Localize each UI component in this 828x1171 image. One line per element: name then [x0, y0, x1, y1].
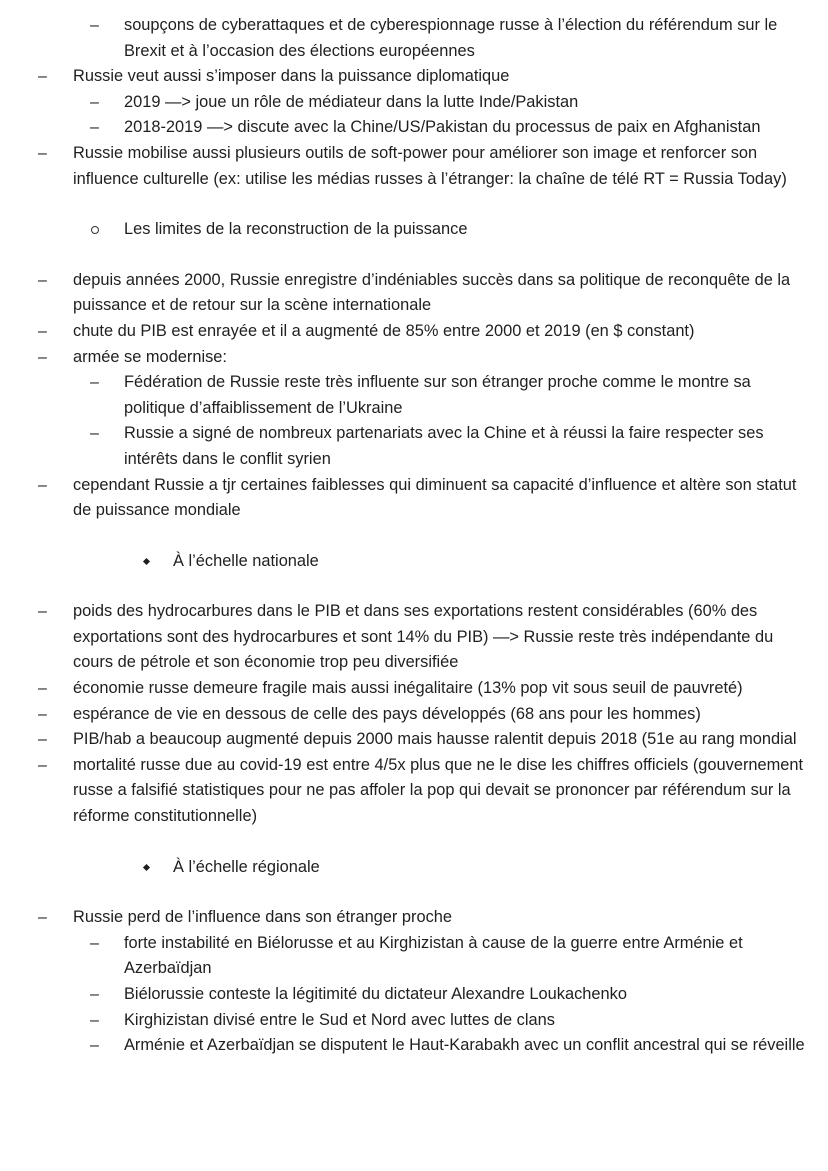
section-heading-text: Les limites de la reconstruction de la puissance	[124, 220, 468, 239]
sub-list-item	[0, 115, 828, 141]
dash-bullet-icon: –	[90, 119, 99, 137]
list-item-text: 2019 —> joue un rôle de médiateur dans la lutte Inde/Pakistan	[124, 92, 579, 111]
list-item	[0, 345, 828, 371]
list-item-text: Russie perd de l’influence dans son étranger proche	[73, 908, 453, 927]
list-item-text: espérance de vie en dessous de celle des pays développés (68 ans pour les hommes)	[73, 704, 701, 723]
list-item-text: Russie veut aussi s’imposer dans la puissance diplomatique	[73, 67, 510, 86]
sub-list-item	[0, 421, 828, 472]
list-item	[0, 905, 828, 931]
sub-list-item	[0, 1033, 828, 1059]
dash-bullet-icon: –	[38, 322, 47, 340]
subsection-heading-text: À l’échelle régionale	[173, 857, 320, 876]
list-item	[0, 676, 828, 702]
dash-bullet-icon: –	[90, 986, 99, 1003]
list-item	[0, 599, 828, 676]
list-item	[0, 473, 828, 524]
list-item-text: Russie mobilise aussi plusieurs outils de soft-power pour améliorer son image et renforcer son influence culturelle (ex: utilise les médias russes à l’étranger: la chaîne de télé RT = Russia Today)	[73, 143, 787, 188]
dash-bullet-icon: –	[38, 603, 47, 621]
list-item-text: Russie a signé de nombreux partenariats avec la Chine et à réussi la faire respecter ses intérêts dans le conflit syrien	[124, 424, 764, 468]
list-item	[0, 268, 828, 319]
diamond-bullet-icon	[143, 558, 150, 565]
subsection-heading-nationale	[0, 549, 828, 575]
list-item-text: Fédération de Russie reste très influente sur son étranger proche comme le montre sa politique d’affaiblissement de l’Ukraine	[124, 373, 751, 417]
sub-list-item	[0, 370, 828, 421]
dash-bullet-icon: –	[38, 348, 47, 366]
subsection-heading-text: À l’échelle nationale	[173, 551, 319, 570]
list-item-text: mortalité russe due au covid-19 est entre 4/5x plus que ne le dise les chiffres officiels (gouvernement russe a falsifié statistiques pour ne pas affoler la pop qui devait se prononcer par référendum sur la réforme constitutionnelle)	[73, 755, 804, 826]
dash-bullet-icon: –	[38, 68, 47, 86]
list-item-text: depuis années 2000, Russie enregistre d’indéniables succès dans sa politique de reconquête de la puissance et de retour sur la scène internationale	[73, 270, 791, 315]
document-body	[0, 13, 828, 1059]
list-item-text: économie russe demeure fragile mais aussi inégalitaire (13% pop vit sous seuil de pauvreté)	[73, 679, 743, 698]
list-item-text: cependant Russie a tjr certaines faiblesses qui diminuent sa capacité d’influence et altère son statut de puissance mondiale	[73, 475, 797, 520]
dash-bullet-icon: –	[38, 909, 47, 927]
list-item	[0, 64, 828, 90]
dash-bullet-icon: –	[90, 374, 99, 392]
dash-bullet-icon: –	[38, 271, 47, 289]
list-item-text: poids des hydrocarbures dans le PIB et dans ses exportations restent considérables (60% des exportations sont des hydrocarbures et sont 14% du PIB) —> Russie reste très indépendante du cours de pétrole et son économie trop peu diversifiée	[73, 602, 774, 672]
list-item-text: Kirghizistan divisé entre le Sud et Nord avec luttes de clans	[124, 1010, 555, 1029]
sub-list-item	[0, 1008, 828, 1034]
list-item-text: Biélorussie conteste la légitimité du dictateur Alexandre Loukachenko	[124, 985, 627, 1003]
dash-bullet-icon: –	[90, 93, 99, 111]
dash-bullet-icon: –	[90, 17, 99, 34]
dash-bullet-icon: –	[38, 731, 47, 749]
section-heading-limites	[0, 217, 828, 243]
dash-bullet-icon: –	[90, 934, 99, 952]
list-item	[0, 753, 828, 830]
dash-bullet-icon: –	[90, 425, 99, 443]
circle-bullet-icon	[91, 226, 99, 234]
bullet-list-limites	[0, 268, 828, 524]
list-item-text: Arménie et Azerbaïdjan se disputent le Haut-Karabakh avec un conflit ancestral qui se réveille	[124, 1036, 805, 1055]
list-item-text: chute du PIB est enrayée et il a augmenté de 85% entre 2000 et 2019 (en $ constant)	[73, 321, 695, 340]
bullet-list-regionale	[0, 905, 828, 1059]
sub-list-item	[0, 931, 828, 982]
dash-bullet-icon: –	[38, 144, 47, 162]
sub-list-item	[0, 982, 828, 1008]
dash-bullet-icon: –	[38, 705, 47, 723]
bullet-list-nationale	[0, 599, 828, 829]
list-item-text: soupçons de cyberattaques et de cyberespionnage russe à l’élection du référendum sur le Brexit et à l’occasion des élections européennes	[124, 16, 778, 60]
list-item-text: armée se modernise:	[73, 347, 227, 366]
diamond-bullet-icon	[143, 864, 150, 871]
sub-list-item	[0, 90, 828, 116]
dash-bullet-icon: –	[90, 1037, 99, 1055]
list-item-text: 2018-2019 —> discute avec la Chine/US/Pakistan du processus de paix en Afghanistan	[124, 118, 761, 137]
list-item-text: PIB/hab a beaucoup augmenté depuis 2000 mais hausse ralentit depuis 2018 (51e au rang mondial	[73, 730, 797, 749]
dash-bullet-icon: –	[38, 680, 47, 698]
bullet-list-soft-power	[0, 13, 828, 192]
subsection-heading-regionale	[0, 855, 828, 881]
list-item	[0, 319, 828, 345]
list-item	[0, 727, 828, 753]
list-item	[0, 141, 828, 192]
list-item-text: forte instabilité en Biélorusse et au Kirghizistan à cause de la guerre entre Arménie et Azerbaïdjan	[124, 933, 743, 978]
list-item	[0, 702, 828, 728]
dash-bullet-icon: –	[38, 476, 47, 494]
dash-bullet-icon: –	[38, 756, 47, 774]
dash-bullet-icon: –	[90, 1011, 99, 1029]
sub-list-item	[0, 13, 828, 64]
